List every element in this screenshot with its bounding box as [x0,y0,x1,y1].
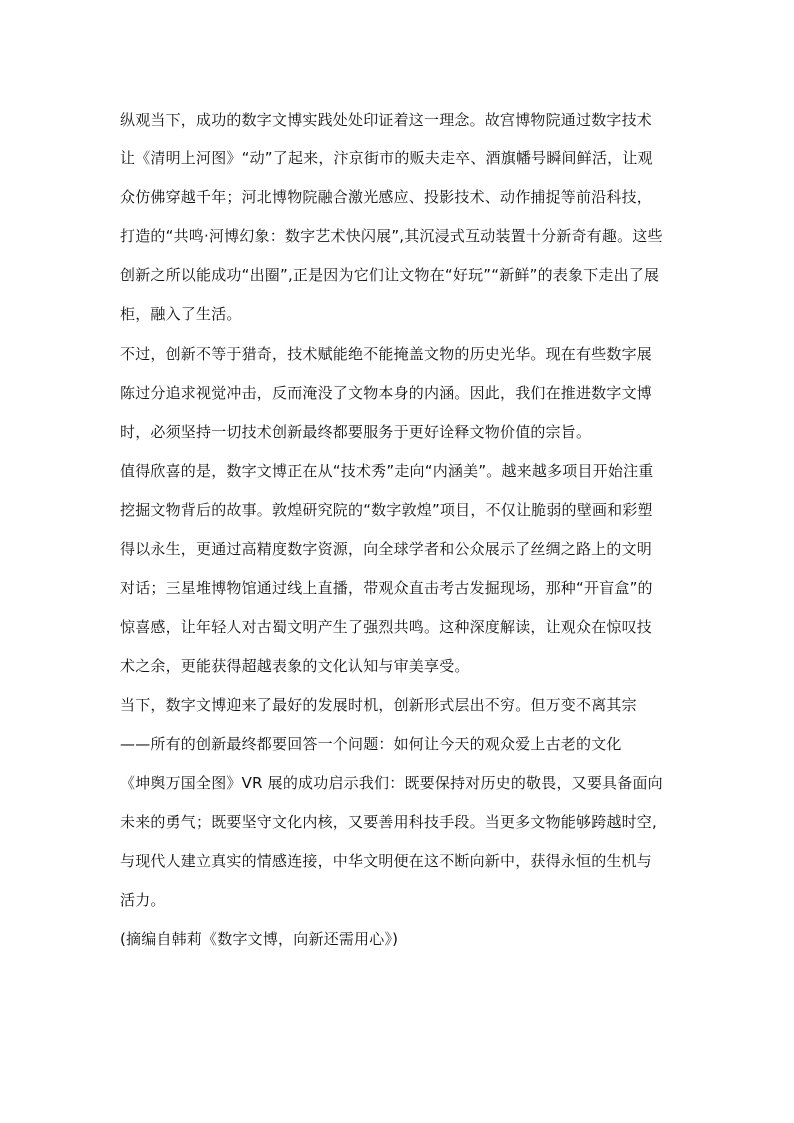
text-line: 值得欣喜的是，数字文博正在从“技术秀”走向“内涵美”。越来越多项目开始注重 [120,462,654,480]
text-line: 陈过分追求视觉冲击，反而淹没了文物本身的内涵。因此，我们在推进数字文博 [120,384,653,402]
citation: (摘编自韩莉《数字文博，向新还需用心》) [120,930,399,948]
text-line: 未来的勇气；既要坚守文化内核，又要善用科技手段。当更多文物能够跨越时空, [120,813,657,831]
text-line: 得以永生，更通过高精度数字资源，向全球学者和公众展示了丝绸之路上的文明 [120,540,653,558]
text-line: 术之余，更能获得超越表象的文化认知与审美享受。 [120,657,470,675]
text-line: 活力。 [120,891,166,909]
text-line: 时，必须坚持一切技术创新最终都要服务于更好诠释文物价值的宗旨。 [120,423,592,441]
text-line: 当下，数字文博迎来了最好的发展时机，创新形式层出不穷。但万变不离其宗 [120,696,637,714]
text-line: 纵观当下，成功的数字文博实践处处印证着这一理念。故宫博物院通过数字技术 [120,111,653,129]
text-line: 《坤舆万国全图》VR 展的成功启示我们：既要保持对历史的敬畏，又要具备面向 [120,774,663,792]
text-line: 对话；三星堆博物馆通过线上直播，带观众直击考古发掘现场，那种“开盲盒”的 [120,579,653,597]
text-line: 众仿佛穿越千年；河北博物院融合激光感应、投影技术、动作捕捉等前沿科技， [120,188,653,206]
text-line: 不过，创新不等于猎奇，技术赋能绝不能掩盖文物的历史光华。现在有些数字展 [120,345,653,363]
text-line: 打造的“共鸣·河博幻象：数字艺术快闪展”,其沉浸式互动装置十分新奇有趣。这些 [120,227,663,245]
text-line: 让《清明上河图》“动”了起来，汴京街市的贩夫走卒、酒旗幡号瞬间鲜活，让观 [120,149,653,167]
text-line: ——所有的创新最终都要回答一个问题：如何让今天的观众爱上古老的文化 [120,735,622,753]
text-line: 与现代人建立真实的情感连接，中华文明便在这不断向新中，获得永恒的生机与 [120,852,653,870]
text-line: 挖掘文物背后的故事。敦煌研究院的“数字敦煌”项目，不仅让脆弱的壁画和彩塑 [120,501,653,519]
text-line: 创新之所以能成功“出圈”,正是因为它们让文物在“好玩”“新鲜”的表象下走出了展 [120,266,660,284]
text-line: 惊喜感，让年轻人对古蜀文明产生了强烈共鸣。这种深度解读，让观众在惊叹技 [120,618,653,636]
text-line: 柜，融入了生活。 [120,305,242,323]
